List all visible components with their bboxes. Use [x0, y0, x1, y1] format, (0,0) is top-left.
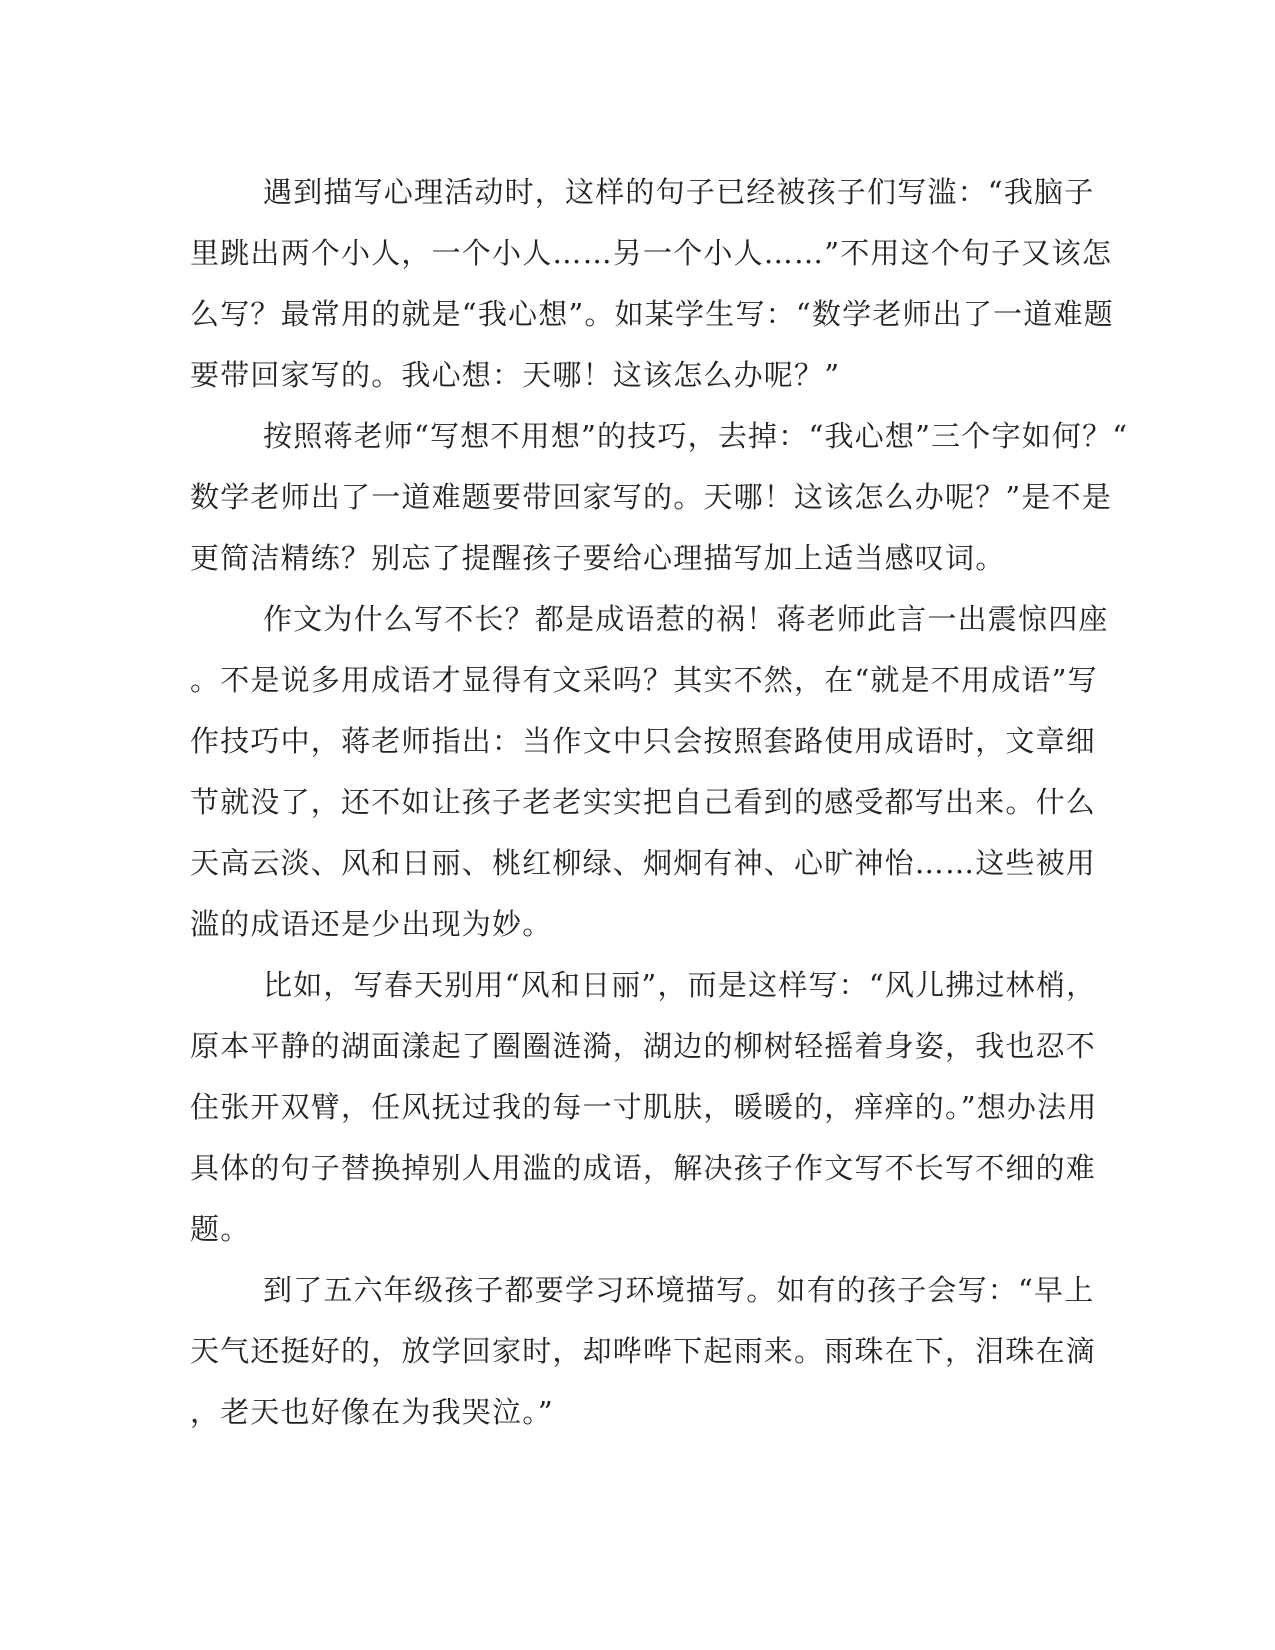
- paragraph-3-line-4: 节就没了，还不如让孩子老老实实把自己看到的感受都写出来。什么: [190, 785, 1097, 819]
- paragraph-4-line-5: 题。: [190, 1212, 251, 1246]
- paragraph-3-line-2: 。不是说多用成语才显得有文采吗？其实不然，在“就是不用成语”写: [190, 663, 1098, 697]
- paragraph-4-line-1: 比如，写春天别用“风和日丽”，而是这样写：“风儿拂过林梢，: [263, 968, 1097, 1002]
- paragraph-3-line-6: 滥的成语还是少出现为妙。: [190, 907, 553, 941]
- paragraph-5-line-2: 天气还挺好的，放学回家时，却哗哗下起雨来。雨珠在下，泪珠在滴: [190, 1334, 1097, 1368]
- paragraph-5-line-1: 到了五六年级孩子都要学习环境描写。如有的孩子会写：“早上: [263, 1273, 1095, 1307]
- paragraph-4-line-4: 具体的句子替换掉别人用滥的成语，解决孩子作文写不长写不细的难: [190, 1151, 1097, 1185]
- paragraph-1-line-2: 里跳出两个小人，一个小人……另一个小人……”不用这个句子又该怎: [190, 236, 1113, 270]
- paragraph-5-line-3: ，老天也好像在为我哭泣。”: [190, 1395, 554, 1429]
- paragraph-1-line-4: 要带回家写的。我心想：天哪！这该怎么办呢？”: [190, 358, 841, 392]
- paragraph-4-line-3: 住张开双臂，任风抚过我的每一寸肌肤，暖暖的，痒痒的。”想办法用: [190, 1090, 1098, 1124]
- paragraph-1-line-3: 么写？最常用的就是“我心想”。如某学生写：“数学老师出了一道难题: [190, 297, 1114, 331]
- paragraph-2-line-3: 更简洁精练？别忘了提醒孩子要给心理描写加上适当感叹词。: [190, 541, 1006, 575]
- paragraph-3-line-1: 作文为什么写不长？都是成语惹的祸！蒋老师此言一出震惊四座: [263, 602, 1109, 636]
- paragraph-2-line-2: 数学老师出了一道难题要带回家写的。天哪！这该怎么办呢？”是不是: [190, 480, 1113, 514]
- paragraph-4-line-2: 原本平静的湖面漾起了圈圈涟漪，湖边的柳树轻摇着身姿，我也忍不: [190, 1029, 1097, 1063]
- paragraph-1-line-1: 遇到描写心理活动时，这样的句子已经被孩子们写滥：“我脑子: [263, 175, 1095, 209]
- paragraph-3-line-3: 作技巧中，蒋老师指出：当作文中只会按照套路使用成语时，文章细: [190, 724, 1097, 758]
- paragraph-2-line-1: 按照蒋老师“写想不用想”的技巧，去掉：“我心想”三个字如何？“: [263, 419, 1129, 453]
- paragraph-3-line-5: 天高云淡、风和日丽、桃红柳绿、炯炯有神、心旷神怡……这些被用: [190, 846, 1097, 880]
- document-body: [190, 162, 1129, 1443]
